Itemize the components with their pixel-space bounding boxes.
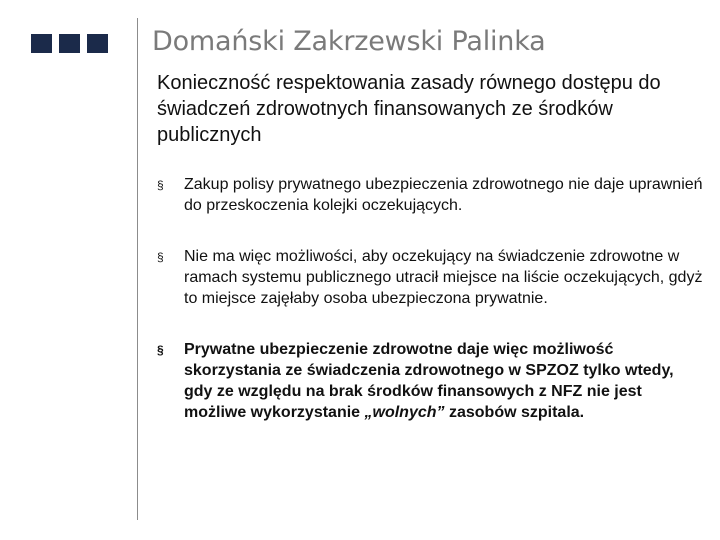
bullet-text-end: zasobów szpitala. — [444, 404, 585, 421]
bullet-text-start: Prywatne ubezpieczenie zdrowotne daje więc możliwość skorzystania ze świadczenia zdrowotnego w SPZOZ tylko wtedy, gdy ze względu na brak środków finansowych z NFZ nie jest możliwe wykorzystanie — [184, 341, 674, 421]
bullet-item — [157, 246, 705, 309]
bullet-item — [157, 339, 705, 423]
logo-square — [87, 34, 108, 53]
vertical-divider — [137, 18, 138, 520]
bullet-list — [157, 174, 705, 423]
firm-logo-squares — [31, 34, 108, 53]
slide-title: Konieczność respektowania zasady równego dostępu do świadczeń zdrowotnych finansowanych ze środków publicznych — [157, 72, 661, 146]
bullet-text-italic: „wolnych” — [364, 404, 445, 421]
bullet-marker: § — [157, 178, 164, 192]
bullet-item — [157, 174, 705, 216]
firm-name: Domański Zakrzewski Palinka — [152, 26, 546, 57]
bullet-marker: § — [157, 250, 164, 264]
bullet-marker: § — [157, 343, 164, 357]
logo-square — [59, 34, 80, 53]
bullet-text: Nie ma więc możliwości, aby oczekujący na świadczenie zdrowotne w ramach systemu publicznego utracił miejsce na liście oczekujących, gdyż to miejsce zajęłaby osoba ubezpieczona prywatnie. — [184, 248, 703, 307]
bullet-text: Zakup polisy prywatnego ubezpieczenia zdrowotnego nie daje uprawnień do przeskoczenia kolejki oczekujących. — [184, 176, 703, 214]
logo-square — [31, 34, 52, 53]
